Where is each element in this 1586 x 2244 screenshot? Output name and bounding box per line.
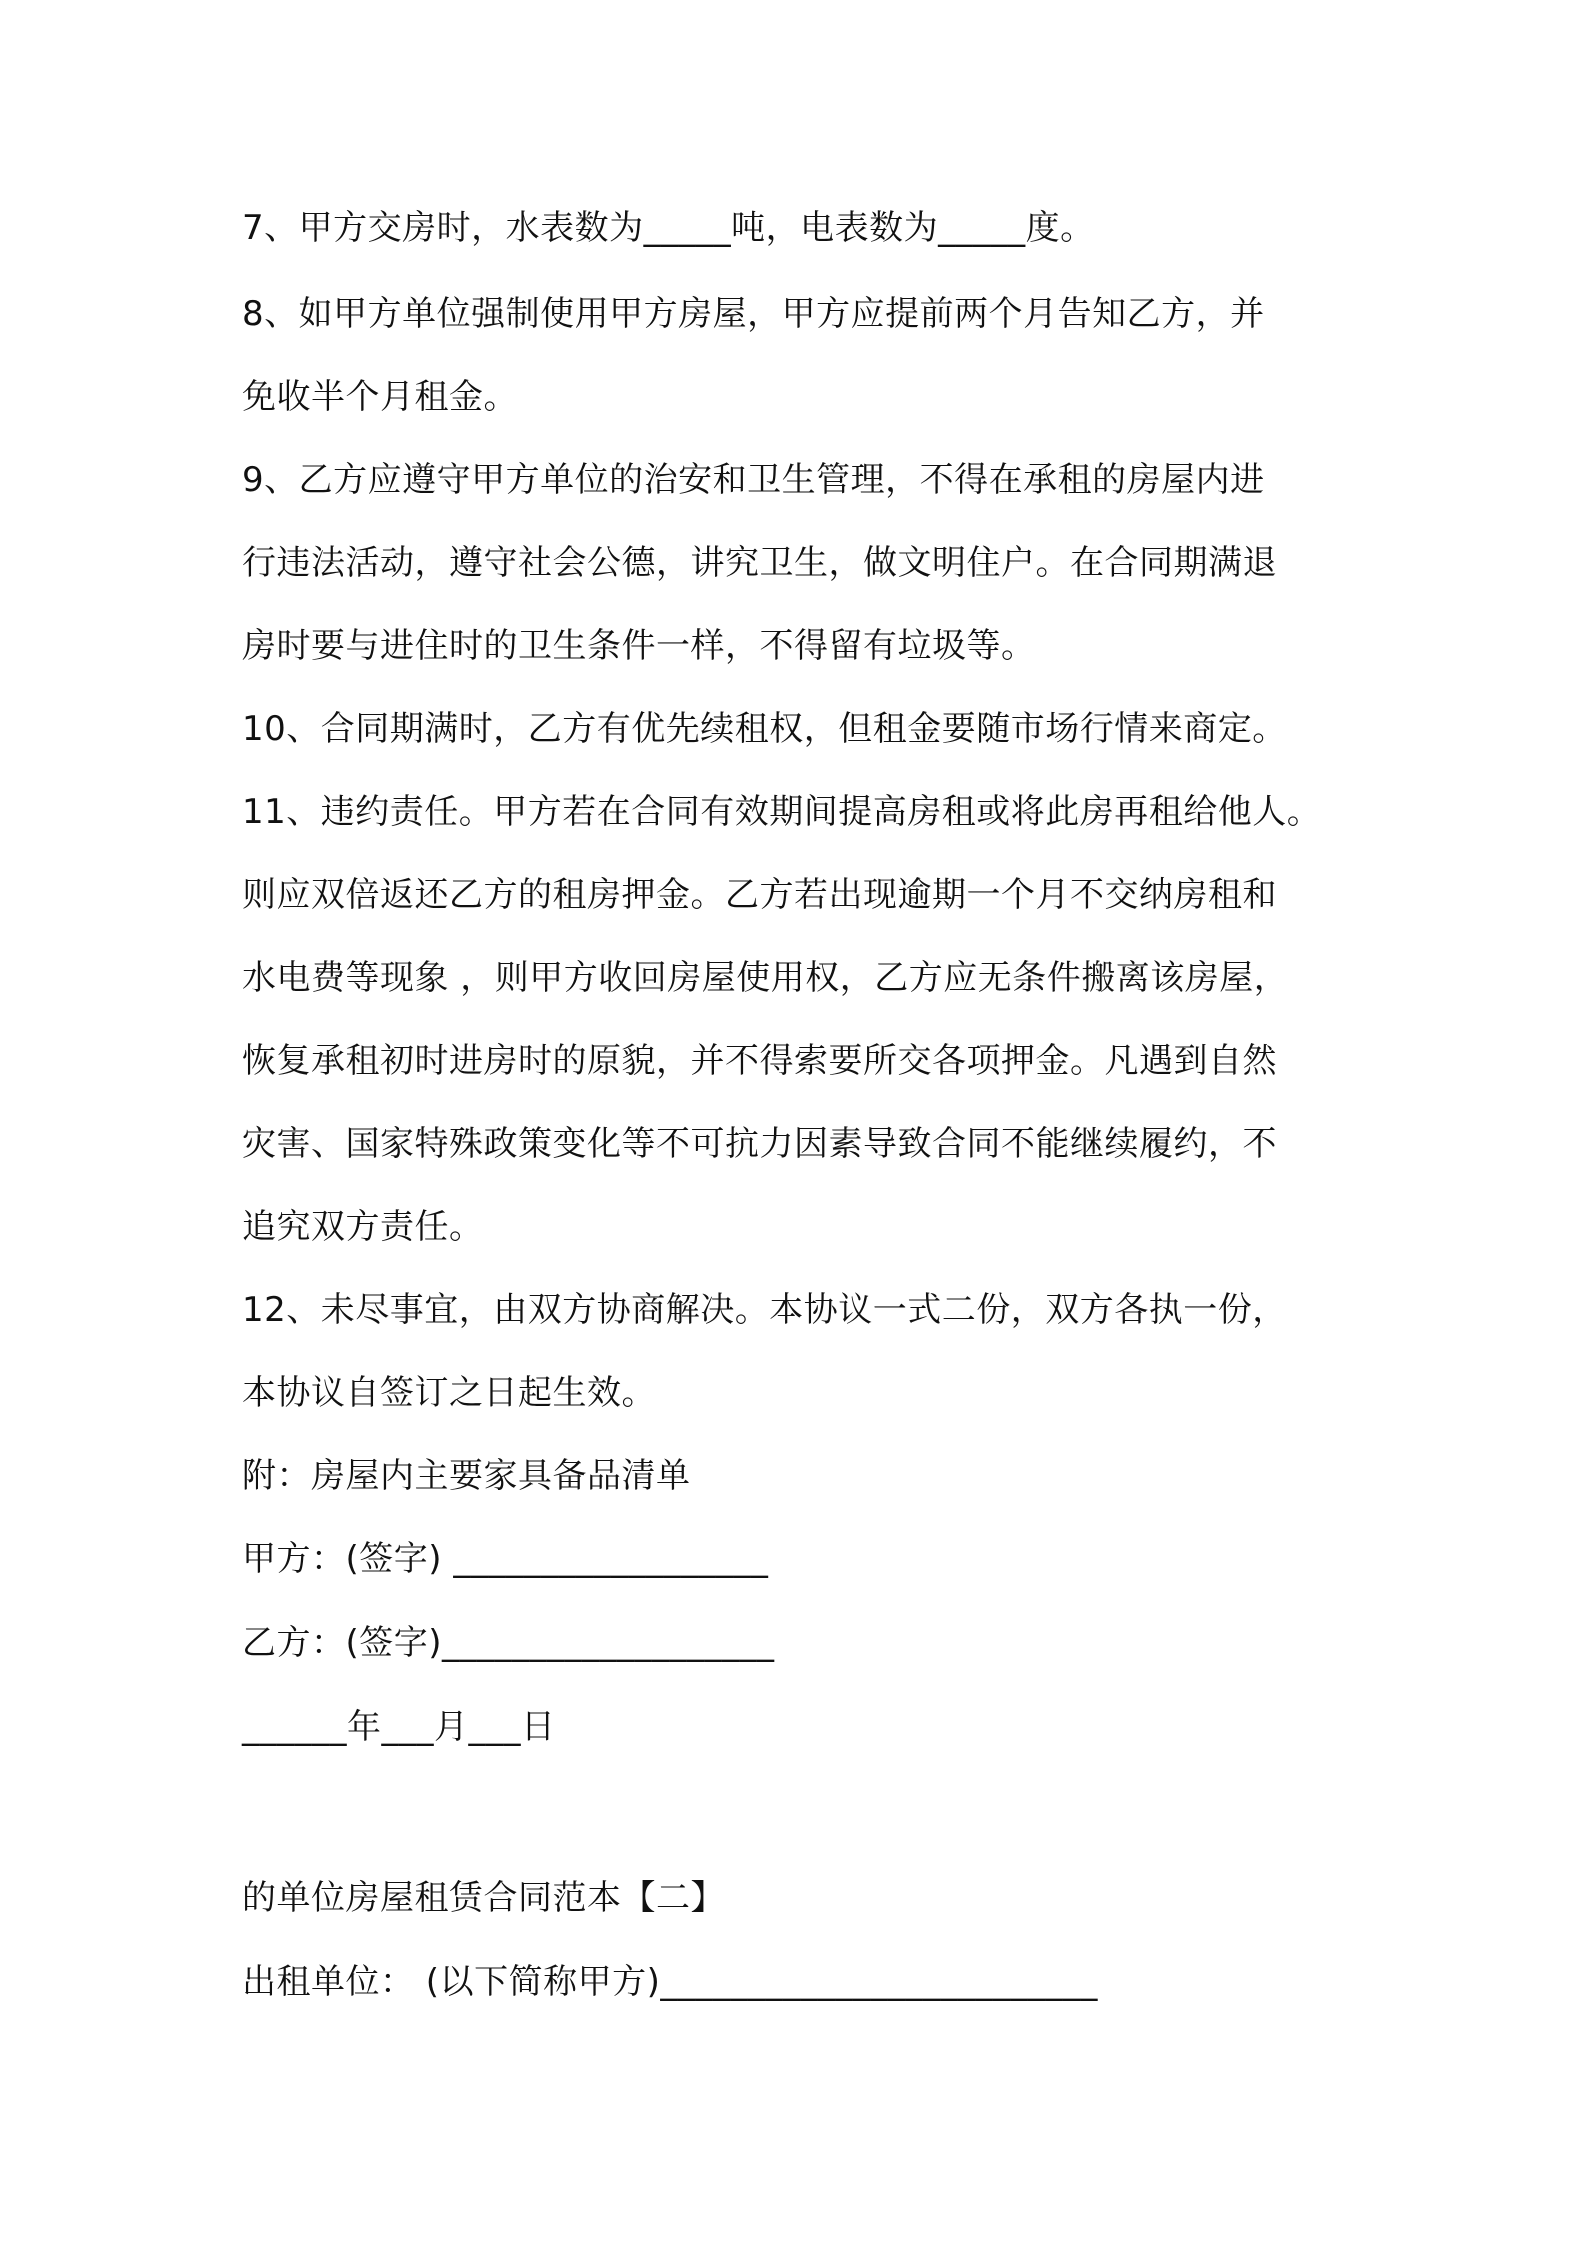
- clause-10-line-1: 10、合同期满时，乙方有优先续租权，但租金要随市场行情来商定。: [242, 709, 1287, 749]
- clause-12-line-2: 本协议自签订之日起生效。: [242, 1373, 656, 1413]
- clause-9-line-3: 房时要与进住时的卫生条件一样，不得留有垃圾等。: [242, 626, 1036, 666]
- date-line: ______年___月___日: [242, 1707, 556, 1747]
- clause-7-line-1: 7、甲方交房时，水表数为_____吨，电表数为_____度。: [242, 208, 1095, 248]
- clause-9-line-2: 行违法活动，遵守社会公德，讲究卫生，做文明住户。在合同期满退: [242, 543, 1277, 583]
- clause-9-line-1: 9、乙方应遵守甲方单位的治安和卫生管理，不得在承租的房屋内进: [242, 460, 1265, 500]
- clause-8-line-1: 8、如甲方单位强制使用甲方房屋，甲方应提前两个月告知乙方，并: [242, 294, 1265, 334]
- clause-8-line-2: 免收半个月租金。: [242, 377, 518, 417]
- clause-11-line-6: 追究双方责任。: [242, 1207, 484, 1247]
- section-title: 的单位房屋租赁合同范本【二】: [242, 1878, 725, 1918]
- clause-11-line-2: 则应双倍返还乙方的租房押金。乙方若出现逾期一个月不交纳房租和: [242, 875, 1277, 915]
- party-a-signature-line: 甲方：(签字) __________________: [242, 1539, 769, 1579]
- attachment-note: 附：房屋内主要家具备品清单: [242, 1456, 691, 1496]
- clause-11-line-3: 水电费等现象 ，则甲方收回房屋使用权，乙方应无条件搬离该房屋，: [242, 958, 1289, 998]
- clause-11-line-5: 灾害、国家特殊政策变化等不可抗力因素导致合同不能继续履约，不: [242, 1124, 1277, 1164]
- clause-12-line-1: 12、未尽事宜，由双方协商解决。本协议一式二份，双方各执一份，: [242, 1290, 1287, 1330]
- lessor-line: 出租单位： (以下简称甲方)_________________________: [242, 1962, 1098, 2002]
- party-b-signature-line: 乙方：(签字)___________________: [242, 1623, 775, 1663]
- clause-11-line-1: 11、违约责任。甲方若在合同有效期间提高房租或将此房再租给他人。: [242, 792, 1322, 832]
- clause-11-line-4: 恢复承租初时进房时的原貌，并不得索要所交各项押金。凡遇到自然: [242, 1041, 1277, 1081]
